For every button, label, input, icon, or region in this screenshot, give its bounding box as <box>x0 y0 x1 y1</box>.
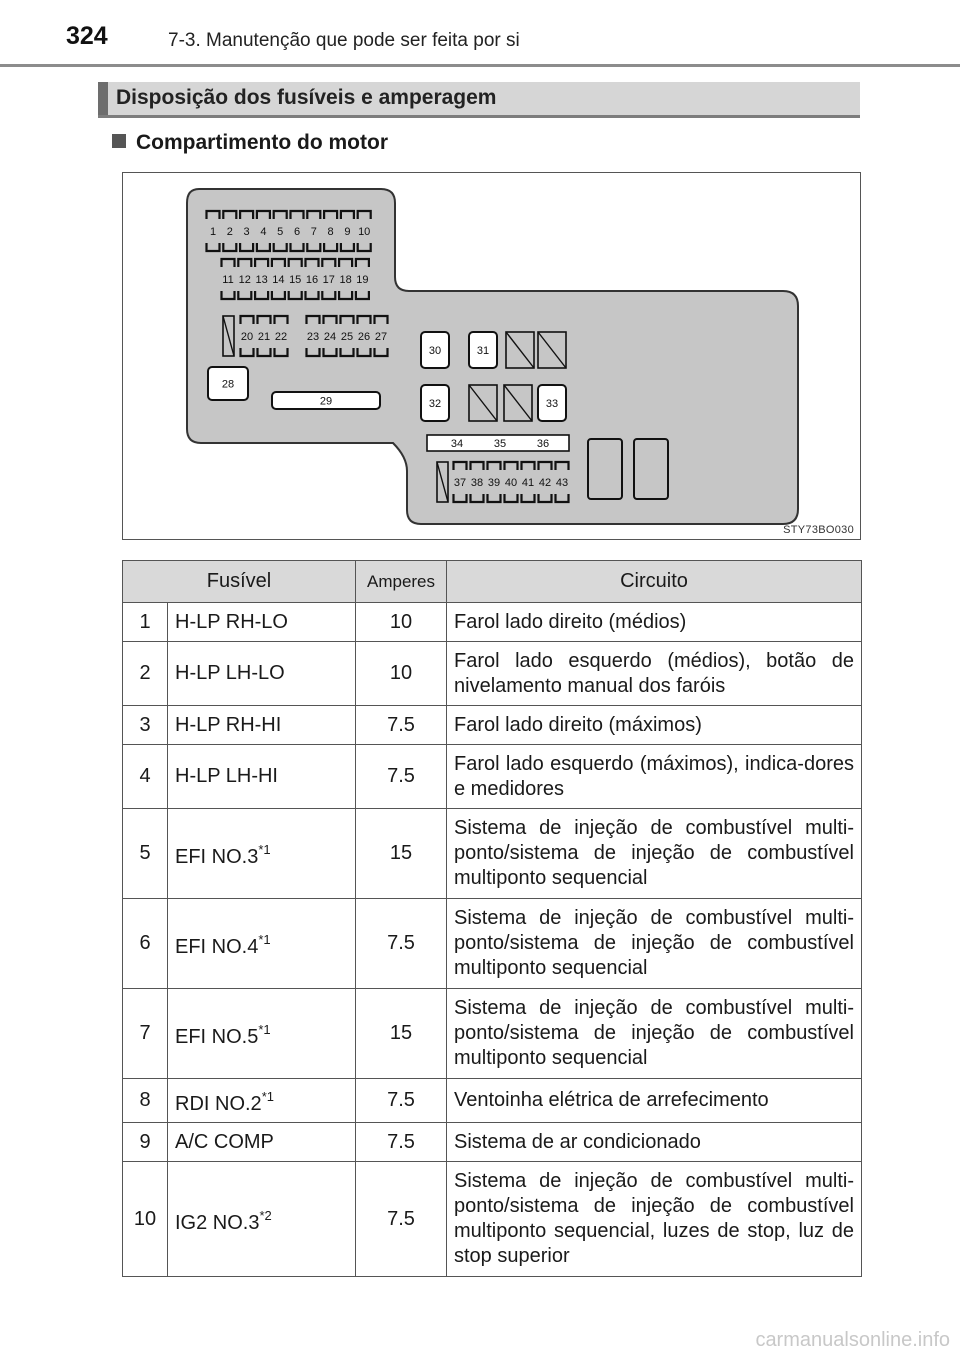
fuse-32 <box>421 385 449 421</box>
fuse-31 <box>469 332 497 368</box>
subheading-text: Compartimento do motor <box>136 131 388 154</box>
fuse-number: 3 <box>123 706 168 745</box>
fuse-label: 19 <box>356 273 369 286</box>
fuse-label: 20 <box>240 330 254 343</box>
fuse-name-text: H-LP LH-LO <box>175 662 285 684</box>
fuse-label: 9 <box>344 225 351 238</box>
fuse-amperage: 10 <box>356 603 447 642</box>
fuse-number: 6 <box>123 899 168 989</box>
fuse-label: 12 <box>238 273 251 286</box>
fuse-name <box>168 1162 356 1277</box>
fuse-label: 14 <box>272 273 285 286</box>
fuse-label: 2 <box>226 225 233 238</box>
fuse-circuit: Farol lado direito (médios) <box>447 603 862 642</box>
fuse-label: 33 <box>545 397 559 410</box>
fuse-label: 29 <box>319 395 333 408</box>
fuse-amperage: 15 <box>356 989 447 1079</box>
fuse-label: 17 <box>322 273 335 286</box>
fuse-circuit: Ventoinha elétrica de arrefecimento <box>447 1079 862 1123</box>
fuse-label: 6 <box>293 225 301 238</box>
table-row <box>123 989 862 1079</box>
fuse-amperage: 10 <box>356 642 447 706</box>
fuse-strip-34-36 <box>427 435 569 451</box>
fuse-circuit: Sistema de injeção de combustível multi-ponto/sistema de injeção de combustível multiponto sequencial <box>447 899 862 989</box>
fuse-name-text: RDI NO.2 <box>175 1093 262 1115</box>
fuse-number: 9 <box>123 1123 168 1162</box>
fuse-circuit: Farol lado direito (máximos) <box>447 706 862 745</box>
table-row <box>123 1162 862 1277</box>
fuse-name-text: EFI NO.3 <box>175 846 259 868</box>
fuse-label: 8 <box>327 225 334 238</box>
fuse-circuit: Sistema de injeção de combustível multi-ponto/sistema de injeção de combustível multiponto sequencial <box>447 989 862 1079</box>
fuse-label: 30 <box>428 344 442 357</box>
chapter-title: 7-3. Manutenção que pode ser feita por si <box>168 30 520 51</box>
fuse-label: 42 <box>538 476 552 489</box>
section-title: Disposição dos fusíveis e amperagem <box>116 86 497 109</box>
figure-id: STY73BO030 <box>783 524 854 536</box>
fuse-label: 43 <box>555 476 569 489</box>
fuse-box-drawing <box>123 173 860 539</box>
table-row <box>123 809 862 899</box>
fuse-amperage: 15 <box>356 809 447 899</box>
fuse-name-text: H-LP RH-LO <box>175 610 288 633</box>
fuse-label: 34 <box>450 438 464 450</box>
fuse-name <box>168 745 356 809</box>
fuse-name <box>168 1079 356 1123</box>
fuse-label: 22 <box>274 330 288 343</box>
fuse-name-text: H-LP LH-HI <box>175 765 278 787</box>
section-accent <box>98 82 108 115</box>
fuse-33 <box>538 385 566 421</box>
fuse-circuit: Sistema de injeção de combustível multi-ponto/sistema de injeção de combustível multiponto sequencial <box>447 809 862 899</box>
fuse-amperage: 7.5 <box>356 1079 447 1123</box>
fuse-label: 18 <box>339 273 352 286</box>
fuse-label: 21 <box>257 330 271 343</box>
table-row <box>123 899 862 989</box>
fuse-name-text: IG2 NO.3 <box>175 1211 260 1234</box>
fuse-label: 23 <box>306 330 320 343</box>
fuse-label: 7 <box>310 225 317 238</box>
footnote-marker: *1 <box>261 1089 274 1104</box>
fuse-amperage: 7.5 <box>356 1123 447 1162</box>
fuse-table <box>122 560 862 1277</box>
fuse-label: 39 <box>487 476 501 489</box>
header-rule <box>0 64 960 67</box>
fuse-label: 35 <box>493 438 507 450</box>
header-fuse: Fusível <box>123 561 356 603</box>
fuse-circuit: Sistema de ar condicionado <box>447 1123 862 1162</box>
watermark: carmanualsonline.info <box>755 1329 950 1351</box>
footnote-marker: *1 <box>258 1022 271 1037</box>
fuse-label: 32 <box>428 397 442 410</box>
fuse-name <box>168 809 356 899</box>
fuse-number: 5 <box>123 809 168 899</box>
fuse-label: 31 <box>476 344 490 357</box>
fuse-number: 7 <box>123 989 168 1079</box>
fuse-name-text: EFI NO.5 <box>175 1026 259 1048</box>
fuse-label: 4 <box>260 225 267 238</box>
fuse-label: 24 <box>323 330 337 343</box>
fuse-label: 27 <box>374 330 388 343</box>
fuse-number: 4 <box>123 745 168 809</box>
fuse-name <box>168 642 356 706</box>
fuse-label: 41 <box>521 476 535 489</box>
fuse-name <box>168 899 356 989</box>
fuse-box-diagram <box>122 172 861 540</box>
fuse-number: 1 <box>123 603 168 642</box>
footnote-marker: *1 <box>258 932 271 947</box>
fuse-number: 2 <box>123 642 168 706</box>
fuse-label: 16 <box>305 273 319 286</box>
fuse-label: 28 <box>221 378 235 391</box>
fuse-label: 10 <box>358 225 371 238</box>
table-row <box>123 1123 862 1162</box>
fuse-label: 25 <box>340 330 354 343</box>
table-row <box>123 706 862 745</box>
fuse-label: 26 <box>357 330 371 343</box>
table-row <box>123 603 862 642</box>
table-row <box>123 745 862 809</box>
square-bullet-icon <box>112 134 126 148</box>
fuse-label: 37 <box>453 476 467 489</box>
fuse-amperage: 7.5 <box>356 745 447 809</box>
fuse-label: 40 <box>504 476 518 489</box>
fuse-circuit: Sistema de injeção de combustível multi-ponto/sistema de injeção de combustível multiponto sequencial, luzes de stop, luz de stop superior <box>447 1162 862 1277</box>
fuse-circuit: Farol lado esquerdo (máximos), indica-dores e medidores <box>447 745 862 809</box>
fuse-name-text: H-LP RH-HI <box>175 713 282 736</box>
subheading <box>112 131 388 155</box>
fuse-label: 5 <box>277 225 284 238</box>
fuse-label: 38 <box>470 476 484 489</box>
fuse-amperage: 7.5 <box>356 706 447 745</box>
table-row <box>123 1079 862 1123</box>
fuse-label: 3 <box>243 225 250 238</box>
fuse-name-text: A/C COMP <box>175 1130 274 1153</box>
fuse-circuit: Farol lado esquerdo (médios), botão de nivelamento manual dos faróis <box>447 642 862 706</box>
fuse-30 <box>421 332 449 368</box>
fuse-name <box>168 1123 356 1162</box>
table-row <box>123 642 862 706</box>
fuse-label: 15 <box>289 273 302 286</box>
fuse-28 <box>208 367 248 400</box>
fuse-name-text: EFI NO.4 <box>175 936 259 958</box>
fuse-name <box>168 706 356 745</box>
header-amperes: Amperes <box>356 561 447 603</box>
fuse-label: 13 <box>255 273 268 286</box>
fuse-amperage: 7.5 <box>356 1162 447 1277</box>
section-title-bar <box>98 82 860 118</box>
fuse-label: 36 <box>536 438 550 450</box>
fuse-label: 11 <box>222 273 234 286</box>
fuse-name <box>168 989 356 1079</box>
fuse-name <box>168 603 356 642</box>
fuse-number: 8 <box>123 1079 168 1123</box>
footnote-marker: *1 <box>258 842 271 857</box>
fuse-number: 10 <box>123 1162 168 1277</box>
fuse-29 <box>272 392 380 409</box>
header-circuit: Circuito <box>447 561 862 603</box>
footnote-marker: *2 <box>259 1207 272 1223</box>
fuse-label: 1 <box>209 225 217 238</box>
table-header-row <box>123 561 862 603</box>
page-number: 324 <box>66 22 108 50</box>
fuse-amperage: 7.5 <box>356 899 447 989</box>
